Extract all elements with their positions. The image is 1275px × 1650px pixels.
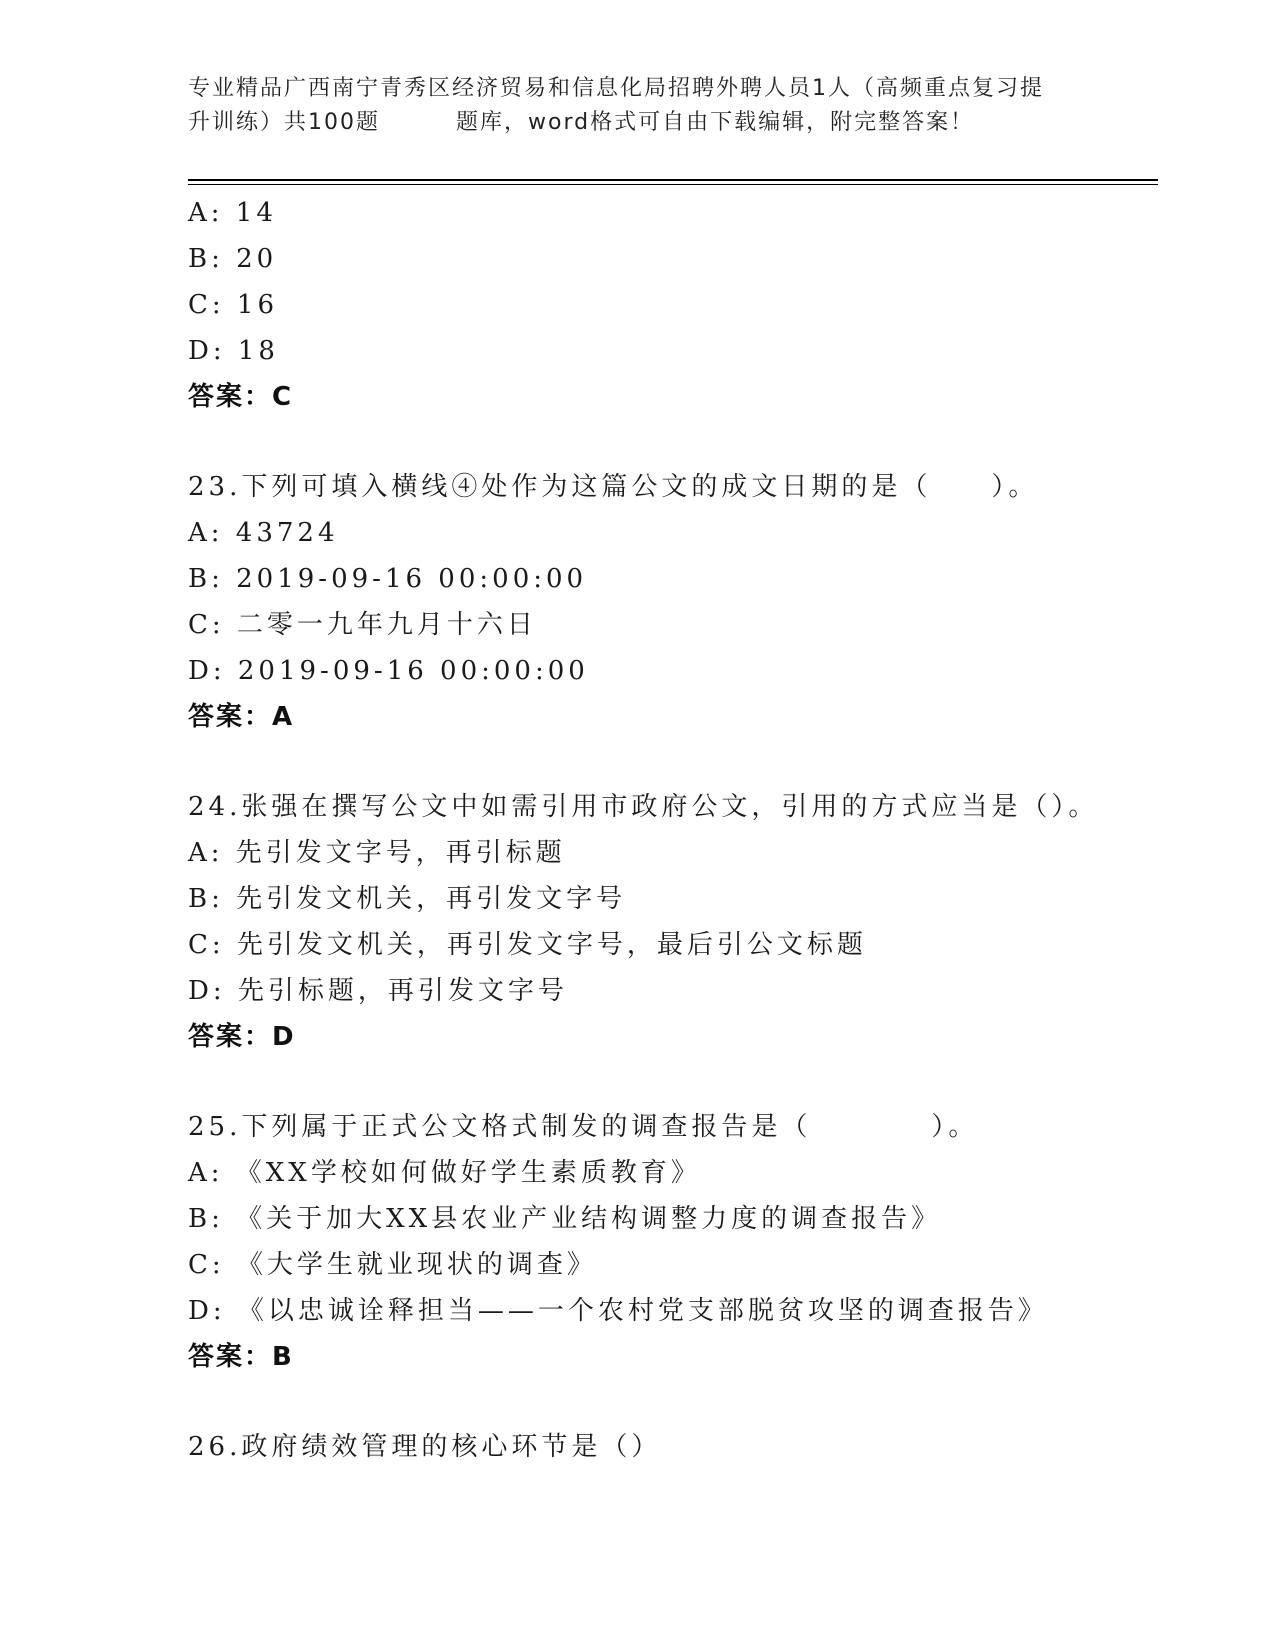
question-24 bbox=[188, 784, 1168, 1060]
header-title-line-1: 专业精品广西南宁青秀区经济贸易和信息化局招聘外聘人员1人（高频重点复习提 bbox=[188, 76, 1044, 101]
answer-label: 答案：D bbox=[188, 1022, 296, 1052]
question-26 bbox=[188, 1424, 1168, 1470]
header-title-line-2 bbox=[188, 106, 1088, 140]
option-a: A: 14 bbox=[188, 198, 277, 228]
option-b: B: 先引发文机关，再引发文字号 bbox=[188, 884, 627, 914]
question-text: 23.下列可填入横线④处作为这篇公文的成文日期的是（ ）。 bbox=[188, 472, 1039, 502]
answer-label: 答案：A bbox=[188, 702, 295, 732]
option-b: B: 2019-09-16 00:00:00 bbox=[188, 564, 588, 594]
option-a: A: 《XX学校如何做好学生素质教育》 bbox=[188, 1158, 701, 1188]
header-divider-thin bbox=[188, 184, 1158, 185]
question-23 bbox=[188, 464, 1168, 740]
option-d: D: 先引标题，再引发文字号 bbox=[188, 976, 568, 1006]
option-c: C: 二零一九年九月十六日 bbox=[188, 610, 537, 640]
option-c: C: 16 bbox=[188, 290, 279, 320]
header-title-line-2-left: 升训练）共100题 bbox=[188, 110, 380, 135]
option-c: C: 先引发文机关，再引发文字号，最后引公文标题 bbox=[188, 930, 867, 960]
question-list bbox=[188, 190, 1168, 1470]
option-d: D: 18 bbox=[188, 336, 279, 366]
option-b: B: 《关于加大XX县农业产业结构调整力度的调查报告》 bbox=[188, 1204, 942, 1234]
option-a: A: 43724 bbox=[188, 518, 339, 548]
question-22 bbox=[188, 190, 1168, 420]
option-c: C: 《大学生就业现状的调查》 bbox=[188, 1250, 597, 1280]
option-a: A: 先引发文字号，再引标题 bbox=[188, 838, 566, 868]
question-text: 25.下列属于正式公文格式制发的调查报告是（ ）。 bbox=[188, 1112, 979, 1142]
question-25 bbox=[188, 1104, 1168, 1380]
header-title-line-2-right: 题库，word格式可自由下载编辑，附完整答案！ bbox=[456, 110, 975, 135]
question-text: 24.张强在撰写公文中如需引用市政府公文，引用的方式应当是（）。 bbox=[188, 792, 1099, 822]
document-header bbox=[188, 72, 1088, 140]
question-text: 26.政府绩效管理的核心环节是（） bbox=[188, 1432, 662, 1462]
answer-label: 答案：B bbox=[188, 1342, 294, 1372]
answer-label: 答案：C bbox=[188, 382, 294, 412]
header-divider-thick bbox=[188, 179, 1158, 181]
option-d: D: 《以忠诚诠释担当——一个农村党支部脱贫攻坚的调查报告》 bbox=[188, 1296, 1048, 1326]
option-b: B: 20 bbox=[188, 244, 278, 274]
option-d: D: 2019-09-16 00:00:00 bbox=[188, 656, 589, 686]
